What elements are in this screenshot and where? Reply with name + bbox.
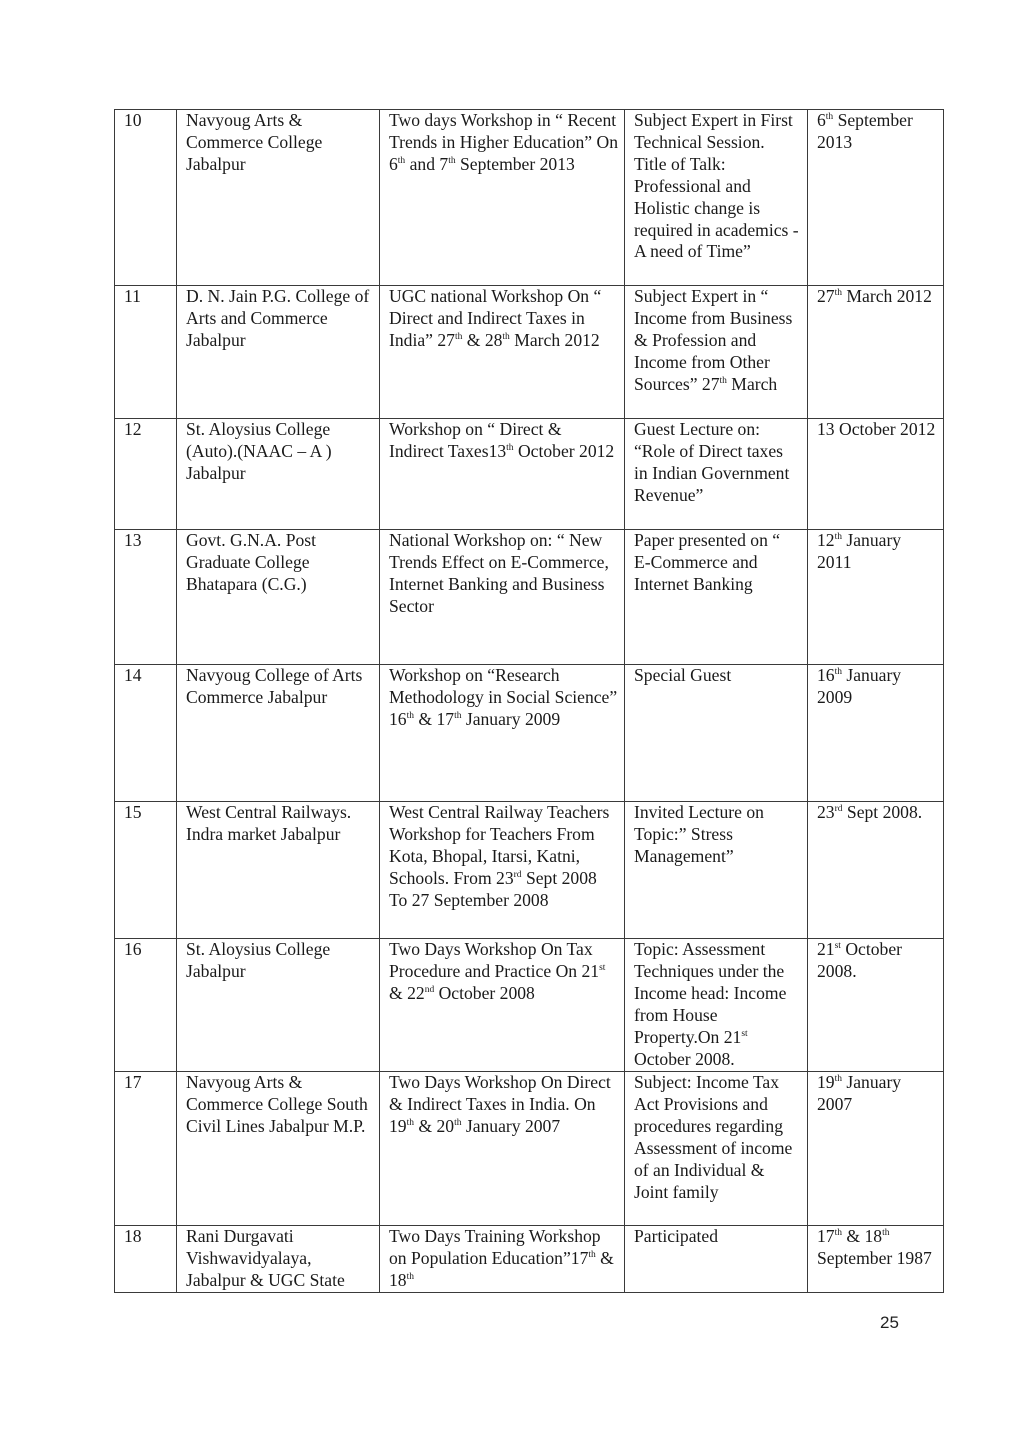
date-cell: 12th January 2011	[808, 530, 944, 665]
ordinal-superscript: th	[834, 288, 842, 298]
serial-number-cell: 15	[115, 802, 177, 939]
event-cell: Workshop on “ Direct & Indirect Taxes13th October 2012	[380, 419, 625, 530]
event-cell: Two Days Workshop On Tax Procedure and Practice On 21st & 22nd October 2008	[380, 939, 625, 1072]
serial-number-cell: 11	[115, 286, 177, 419]
ordinal-superscript: th	[454, 331, 463, 342]
ordinal-superscript: rd	[834, 804, 843, 814]
ordinal-superscript: th	[448, 155, 456, 166]
table-row	[115, 419, 944, 530]
activities-table-body	[115, 110, 944, 1293]
date-cell: 23rd Sept 2008.	[808, 802, 944, 939]
institution-cell: Navyoug College of Arts Commerce Jabalpur	[177, 665, 380, 802]
table-row	[115, 110, 944, 286]
ordinal-superscript: st	[834, 941, 841, 951]
date-cell: 13 October 2012	[808, 419, 944, 530]
page-number: 25	[880, 1313, 899, 1332]
table-row	[115, 530, 944, 665]
table-row	[115, 1226, 944, 1293]
ordinal-superscript: th	[588, 1249, 596, 1260]
table-row	[115, 665, 944, 802]
ordinal-superscript: th	[454, 1117, 462, 1128]
serial-number-cell: 18	[115, 1226, 177, 1293]
activities-table	[114, 109, 944, 1293]
table-row	[115, 939, 944, 1072]
institution-cell: Govt. G.N.A. Post Graduate College Bhatapara (C.G.)	[177, 530, 380, 665]
serial-number-cell: 12	[115, 419, 177, 530]
date-cell: 21st October 2008.	[808, 939, 944, 1072]
date-cell: 19th January 2007	[808, 1072, 944, 1226]
date-cell: 27th March 2012	[808, 286, 944, 419]
ordinal-superscript: nd	[424, 984, 435, 995]
ordinal-superscript: th	[834, 1228, 842, 1238]
institution-cell: St. Aloysius College (Auto).(NAAC – A ) Jabalpur	[177, 419, 380, 530]
date-cell: 17th & 18th September 1987	[808, 1226, 944, 1293]
institution-cell: St. Aloysius College Jabalpur	[177, 939, 380, 1072]
role-cell: Topic: Assessment Techniques under the Income head: Income from House Property.On 21st October 2008.	[625, 939, 808, 1072]
date-cell: 6th September 2013	[808, 110, 944, 286]
event-cell: Two Days Training Workshop on Population Education”17th & 18th	[380, 1226, 625, 1293]
role-cell: Subject Expert in First Technical Session. Title of Talk: Professional and Holistic change is required in academics - A need of Time”	[625, 110, 808, 286]
role-cell: Invited Lecture on Topic:” Stress Management”	[625, 802, 808, 939]
serial-number-cell: 13	[115, 530, 177, 665]
ordinal-superscript: th	[454, 710, 462, 721]
ordinal-superscript: th	[834, 667, 842, 677]
ordinal-superscript: th	[834, 1074, 842, 1084]
event-cell: UGC national Workshop On “ Direct and Indirect Taxes in India” 27th & 28th March 2012	[380, 286, 625, 419]
institution-cell: Rani Durgavati Vishwavidyalaya, Jabalpur & UGC State	[177, 1226, 380, 1293]
ordinal-superscript: th	[406, 1271, 414, 1282]
ordinal-superscript: th	[834, 532, 842, 542]
institution-cell: Navyoug Arts & Commerce College South Civil Lines Jabalpur M.P.	[177, 1072, 380, 1226]
role-cell: Participated	[625, 1226, 808, 1293]
ordinal-superscript: th	[502, 331, 510, 342]
ordinal-superscript: th	[825, 112, 834, 122]
event-cell: Two days Workshop in “ Recent Trends in Higher Education” On 6th and 7th September 2013	[380, 110, 625, 286]
ordinal-superscript: th	[719, 375, 727, 386]
ordinal-superscript: th	[882, 1228, 890, 1238]
serial-number-cell: 14	[115, 665, 177, 802]
serial-number-cell: 10	[115, 110, 177, 286]
institution-cell: D. N. Jain P.G. College of Arts and Commerce Jabalpur	[177, 286, 380, 419]
role-cell: Subject: Income Tax Act Provisions and procedures regarding Assessment of income of an Individual & Joint family	[625, 1072, 808, 1226]
table-row	[115, 802, 944, 939]
ordinal-superscript: th	[406, 1117, 414, 1128]
table-row	[115, 1072, 944, 1226]
serial-number-cell: 17	[115, 1072, 177, 1226]
role-cell: Paper presented on “ E-Commerce and Internet Banking	[625, 530, 808, 665]
role-cell: Guest Lecture on: “Role of Direct taxes in Indian Government Revenue”	[625, 419, 808, 530]
role-cell: Special Guest	[625, 665, 808, 802]
institution-cell: Navyoug Arts & Commerce College Jabalpur	[177, 110, 380, 286]
ordinal-superscript: st	[599, 962, 606, 973]
ordinal-superscript: rd	[513, 869, 522, 880]
institution-cell: West Central Railways. Indra market Jabalpur	[177, 802, 380, 939]
event-cell: Two Days Workshop On Direct & Indirect Taxes in India. On 19th & 20th January 2007	[380, 1072, 625, 1226]
ordinal-superscript: th	[506, 442, 514, 453]
table-row	[115, 286, 944, 419]
ordinal-superscript: th	[397, 155, 406, 166]
event-cell: Workshop on “Research Methodology in Social Science” 16th & 17th January 2009	[380, 665, 625, 802]
event-cell: West Central Railway Teachers Workshop for Teachers From Kota, Bhopal, Itarsi, Katni, Schools. From 23rd Sept 2008 To 27 September 2008	[380, 802, 625, 939]
event-cell: National Workshop on: “ New Trends Effect on E-Commerce, Internet Banking and Business Sector	[380, 530, 625, 665]
role-cell: Subject Expert in “ Income from Business & Profession and Income from Other Sources” 27th March	[625, 286, 808, 419]
ordinal-superscript: st	[741, 1028, 748, 1039]
serial-number-cell: 16	[115, 939, 177, 1072]
date-cell: 16th January 2009	[808, 665, 944, 802]
ordinal-superscript: th	[406, 710, 414, 721]
